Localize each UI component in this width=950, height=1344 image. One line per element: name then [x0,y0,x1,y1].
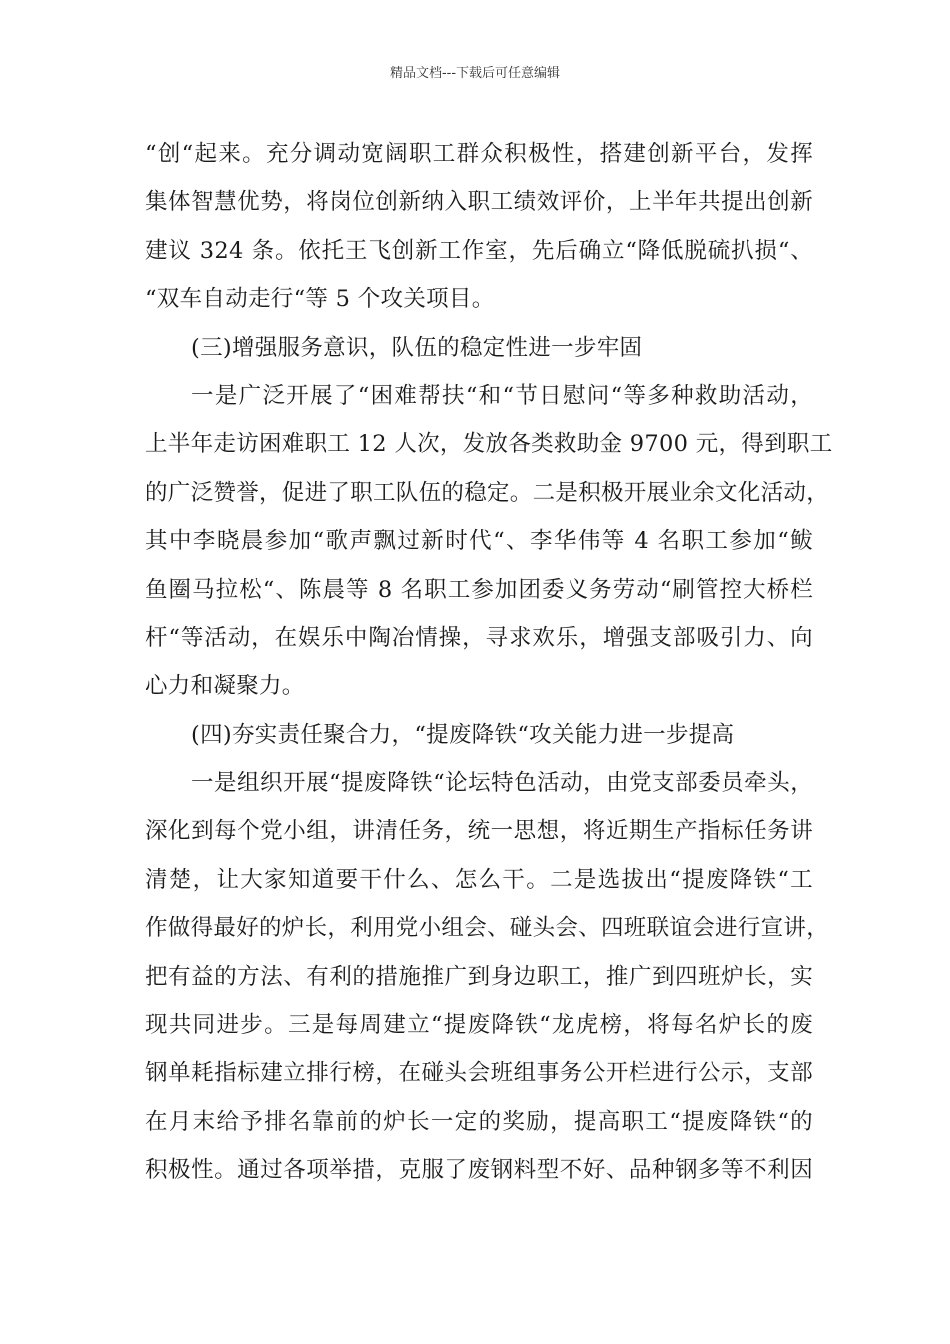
text-line: 鱼圈马拉松“、陈晨等 8 名职工参加团委义务劳动“刷管控大桥栏 [145,576,813,603]
text-line: 的广泛赞誉，促进了职工队伍的稳定。二是积极开展业余文化活动， [145,479,830,506]
text-line: 建议 324 条。依托王飞创新工作室，先后确立“降低脱硫扒损“、 [145,237,813,264]
text-line: 心力和凝聚力。 [145,673,305,700]
text-line: “双车自动走行“等 5 个攻关项目。 [145,286,495,313]
text-line: 把有益的方法、有利的措施推广到身边职工，推广到四班炉长，实 [145,963,813,990]
text-line: 其中李晓晨参加“歌声飘过新时代“、李华伟等 4 名职工参加“鲅 [145,528,813,555]
text-line: 集体智慧优势，将岗位创新纳入职工绩效评价，上半年共提出创新 [145,189,813,216]
text-line: 上半年走访困难职工 12 人次，发放各类救助金 9700 元，得到职工 [145,431,833,458]
text-line: (四)夯实责任聚合力，“提废降铁“攻关能力进一步提高 [191,721,735,748]
text-line: “创“起来。充分调动宽阔职工群众积极性，搭建创新平台，发挥 [145,141,813,167]
text-line: 作做得最好的炉长，利用党小组会、碰头会、四班联谊会进行宣讲， [145,915,830,942]
text-line: 钢单耗指标建立排行榜，在碰头会班组事务公开栏进行公示，支部 [145,1060,813,1087]
text-line: 清楚，让大家知道要干什么、怎么干。二是选拔出“提废降铁“工 [145,866,813,893]
text-line: 在月末给予排名靠前的炉长一定的奖励，提高职工“提废降铁“的 [145,1108,813,1135]
text-line: 一是组织开展“提废降铁“论坛特色活动，由党支部委员牵头， [191,770,813,797]
document-body [145,130,833,1195]
text-line: 深化到每个党小组，讲清任务，统一思想，将近期生产指标任务讲 [145,818,813,845]
text-line: (三)增强服务意识，队伍的稳定性进一步牢固 [191,334,643,361]
text-line: 现共同进步。三是每周建立“提废降铁“龙虎榜，将每名炉长的废 [145,1012,813,1039]
text-line: 杆“等活动，在娱乐中陶冶情操，寻求欢乐，增强支部吸引力、向 [145,624,813,651]
text-line: 一是广泛开展了“困难帮扶“和“节日慰问“等多种救助活动， [191,382,813,409]
page-header: 精品文档---下载后可任意编辑 [389,66,561,81]
text-line: 积极性。通过各项举措，克服了废钢料型不好、品种钢多等不利因 [145,1157,813,1184]
